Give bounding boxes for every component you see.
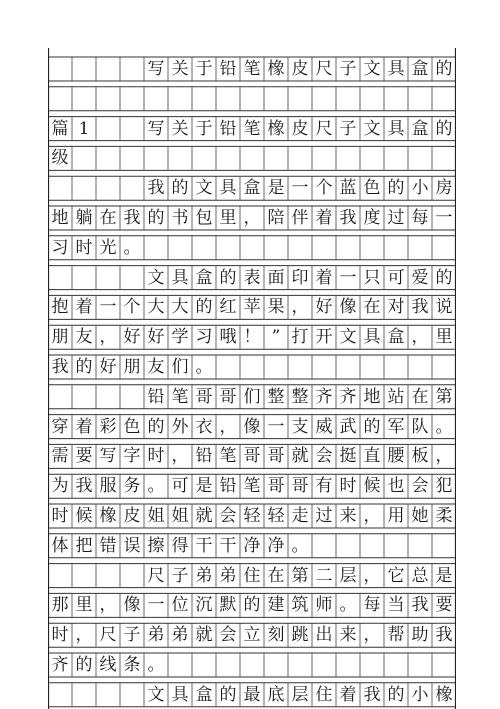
character-cell: 度 xyxy=(363,208,381,228)
character-cell: 来 xyxy=(339,506,357,526)
character-cell: 为 xyxy=(51,476,69,497)
character-cell: 需 xyxy=(51,446,69,467)
character-cell: 站 xyxy=(387,386,405,407)
character-cell: 大 xyxy=(147,297,165,318)
character-cell: 盒 xyxy=(411,59,429,79)
character-cell: 字 xyxy=(123,446,141,467)
character-cell: 在 xyxy=(267,565,285,586)
character-cell: 第 xyxy=(435,386,453,407)
character-cell: 线 xyxy=(99,655,117,675)
character-cell: 板 xyxy=(411,446,429,467)
character-cell: 过 xyxy=(315,506,333,526)
character-cell: 盒 xyxy=(195,267,213,288)
character-cell: 层 xyxy=(339,565,357,586)
text-line xyxy=(48,117,456,141)
character-cell: 着 xyxy=(75,416,93,437)
character-cell: 好 xyxy=(123,327,141,348)
character-cell: 是 xyxy=(195,476,213,497)
character-cell: 当 xyxy=(387,595,405,616)
character-cell: 候 xyxy=(75,506,93,526)
character-cell: 们 xyxy=(243,386,261,407)
character-cell: 印 xyxy=(291,267,309,288)
character-cell: 挺 xyxy=(339,446,357,467)
character-cell: 橡 xyxy=(267,59,285,79)
character-cell: 铅 xyxy=(147,386,165,407)
text-line xyxy=(48,57,456,81)
character-cell: 里 xyxy=(75,595,93,616)
character-cell: ， xyxy=(363,565,381,586)
character-cell: 朋 xyxy=(51,327,69,348)
character-cell: 包 xyxy=(195,208,213,228)
text-line xyxy=(48,474,456,498)
character-cell: 写 xyxy=(99,446,117,467)
character-cell: 错 xyxy=(99,535,117,556)
character-cell: 出 xyxy=(315,625,333,646)
character-cell: 姐 xyxy=(147,506,165,526)
character-cell: 队 xyxy=(411,416,429,437)
character-cell: 橡 xyxy=(435,684,453,705)
character-cell: 我 xyxy=(435,625,453,646)
character-cell: 。 xyxy=(195,357,213,377)
character-cell: 位 xyxy=(171,595,189,616)
character-cell: 可 xyxy=(387,267,405,288)
character-cell: 打 xyxy=(291,327,309,348)
text-line xyxy=(48,206,456,230)
character-cell: 净 xyxy=(267,535,285,556)
text-line xyxy=(48,444,456,468)
character-cell: 大 xyxy=(171,297,189,318)
character-cell: 像 xyxy=(243,416,261,437)
text-line xyxy=(48,623,456,647)
character-cell: 于 xyxy=(195,59,213,79)
character-cell: 的 xyxy=(387,178,405,199)
character-cell: 时 xyxy=(51,625,69,646)
character-cell: 轻 xyxy=(243,506,261,526)
character-cell: 要 xyxy=(435,595,453,616)
character-cell: 们 xyxy=(171,357,189,377)
character-cell: 橡 xyxy=(99,506,117,526)
character-cell: 铅 xyxy=(219,118,237,139)
character-cell: 习 xyxy=(195,327,213,348)
character-cell: 弟 xyxy=(195,565,213,586)
character-cell: 躺 xyxy=(75,208,93,228)
character-cell: 果 xyxy=(267,297,285,318)
character-cell: 它 xyxy=(387,565,405,586)
character-cell: 书 xyxy=(171,208,189,228)
character-cell: 在 xyxy=(411,386,429,407)
character-cell: 要 xyxy=(75,446,93,467)
text-line xyxy=(48,87,456,111)
character-cell: 。 xyxy=(435,416,453,437)
character-cell: 像 xyxy=(339,297,357,318)
character-cell: 体 xyxy=(51,535,69,556)
character-cell: 学 xyxy=(171,327,189,348)
character-cell: 威 xyxy=(315,416,333,437)
character-cell: 底 xyxy=(267,684,285,705)
character-cell: 走 xyxy=(291,506,309,526)
character-cell: 关 xyxy=(171,118,189,139)
character-cell: 最 xyxy=(243,684,261,705)
character-cell: 。 xyxy=(339,595,357,616)
character-cell: 一 xyxy=(147,595,165,616)
character-cell: ， xyxy=(99,595,117,616)
character-cell: 。 xyxy=(147,655,165,675)
character-cell: 会 xyxy=(219,506,237,526)
character-cell: 我 xyxy=(75,476,93,497)
character-cell: 子 xyxy=(339,118,357,139)
character-cell: 擦 xyxy=(147,535,165,556)
character-cell: 尺 xyxy=(147,565,165,586)
character-cell: 具 xyxy=(219,178,237,199)
character-cell: 具 xyxy=(171,267,189,288)
character-cell: 盒 xyxy=(387,327,405,348)
character-cell: 服 xyxy=(99,476,117,497)
character-cell: 子 xyxy=(123,625,141,646)
character-cell: 文 xyxy=(147,267,165,288)
text-line xyxy=(48,534,456,558)
character-cell: 每 xyxy=(363,595,381,616)
character-cell: 色 xyxy=(123,416,141,437)
character-cell: 盒 xyxy=(411,118,429,139)
character-cell: 具 xyxy=(387,118,405,139)
character-cell: 子 xyxy=(339,59,357,79)
character-cell: 沉 xyxy=(195,595,213,616)
character-cell: 的 xyxy=(363,416,381,437)
character-cell: 时 xyxy=(147,446,165,467)
text-line xyxy=(48,653,456,677)
character-cell: 房 xyxy=(435,178,453,199)
character-cell: 好 xyxy=(99,357,117,377)
character-cell: 子 xyxy=(171,565,189,586)
character-cell: 小 xyxy=(411,684,429,705)
character-cell: 的 xyxy=(435,118,453,139)
character-cell: 师 xyxy=(315,595,333,616)
character-cell: 过 xyxy=(387,208,405,228)
composition-paper xyxy=(48,48,456,709)
character-cell: 的 xyxy=(243,595,261,616)
character-cell: 蓝 xyxy=(339,178,357,199)
character-cell: 用 xyxy=(387,506,405,526)
character-cell: ， xyxy=(363,506,381,526)
character-cell: 小 xyxy=(411,178,429,199)
character-cell: 着 xyxy=(315,208,333,228)
character-cell: 在 xyxy=(363,297,381,318)
character-cell: 武 xyxy=(339,416,357,437)
character-cell: 是 xyxy=(267,178,285,199)
character-cell: 的 xyxy=(147,208,165,228)
character-cell: 关 xyxy=(171,59,189,79)
character-cell: 的 xyxy=(195,297,213,318)
character-cell: 只 xyxy=(363,267,381,288)
character-cell: 建 xyxy=(267,595,285,616)
character-cell: 爱 xyxy=(411,267,429,288)
character-cell: 习 xyxy=(51,237,69,258)
character-cell: 苹 xyxy=(243,297,261,318)
character-cell: 笔 xyxy=(171,386,189,407)
character-cell: 一 xyxy=(435,208,453,228)
character-cell: 具 xyxy=(363,327,381,348)
character-cell: 把 xyxy=(75,535,93,556)
character-cell: 会 xyxy=(315,446,333,467)
character-cell: 文 xyxy=(363,118,381,139)
character-cell: 整 xyxy=(267,386,285,407)
character-cell: 姐 xyxy=(171,506,189,526)
character-cell: 也 xyxy=(387,476,405,497)
character-cell: 就 xyxy=(291,446,309,467)
character-cell: 铅 xyxy=(195,446,213,467)
character-cell: 我 xyxy=(51,357,69,377)
character-cell: 外 xyxy=(171,416,189,437)
character-cell: ！ xyxy=(243,327,261,348)
character-cell: 尺 xyxy=(99,625,117,646)
character-cell: ， xyxy=(99,327,117,348)
character-cell: 皮 xyxy=(123,506,141,526)
character-cell: 穿 xyxy=(51,416,69,437)
text-line xyxy=(48,593,456,617)
character-cell: 哥 xyxy=(267,446,285,467)
character-cell: 可 xyxy=(171,476,189,497)
text-line xyxy=(48,683,456,707)
character-cell: 篇 xyxy=(51,118,69,139)
character-cell: 一 xyxy=(99,297,117,318)
character-cell: 哥 xyxy=(243,446,261,467)
character-cell: 刻 xyxy=(267,625,285,646)
character-cell: 着 xyxy=(339,684,357,705)
character-cell: 候 xyxy=(363,476,381,497)
character-cell: 文 xyxy=(339,327,357,348)
character-cell: 写 xyxy=(147,118,165,139)
character-cell: 着 xyxy=(315,267,333,288)
character-cell: 笔 xyxy=(243,476,261,497)
character-cell: 层 xyxy=(291,684,309,705)
character-cell: ” xyxy=(271,327,281,348)
character-cell: 我 xyxy=(411,297,429,318)
character-cell: 齐 xyxy=(51,655,69,675)
character-cell: 弟 xyxy=(147,625,165,646)
character-cell: 开 xyxy=(315,327,333,348)
character-cell: 文 xyxy=(195,178,213,199)
character-cell: 腰 xyxy=(387,446,405,467)
character-cell: 帮 xyxy=(387,625,405,646)
text-line xyxy=(48,146,456,170)
character-cell: 哥 xyxy=(195,386,213,407)
character-cell: 干 xyxy=(219,535,237,556)
character-cell: 是 xyxy=(435,565,453,586)
character-cell: 整 xyxy=(291,386,309,407)
character-cell: 的 xyxy=(75,357,93,377)
character-cell: 。 xyxy=(123,237,141,258)
character-cell: 的 xyxy=(387,684,405,705)
character-cell: 友 xyxy=(75,327,93,348)
character-cell: 直 xyxy=(363,446,381,467)
text-line xyxy=(48,236,456,260)
character-cell: ， xyxy=(435,446,453,467)
character-cell: 会 xyxy=(219,625,237,646)
text-line xyxy=(48,325,456,349)
character-cell: 尺 xyxy=(315,59,333,79)
character-cell: 皮 xyxy=(291,118,309,139)
character-cell: 轻 xyxy=(267,506,285,526)
character-cell: 犯 xyxy=(435,476,453,497)
character-cell: 军 xyxy=(387,416,405,437)
character-cell: 哥 xyxy=(291,476,309,497)
text-line xyxy=(48,504,456,528)
character-cell: 红 xyxy=(219,297,237,318)
character-cell: 友 xyxy=(147,357,165,377)
text-line xyxy=(48,564,456,588)
character-cell: 哥 xyxy=(219,386,237,407)
character-cell: 哦 xyxy=(219,327,237,348)
character-cell: 那 xyxy=(51,595,69,616)
character-cell: 面 xyxy=(267,267,285,288)
character-cell: 地 xyxy=(51,208,69,228)
character-cell: 我 xyxy=(147,178,165,199)
text-line xyxy=(48,385,456,409)
character-cell: 默 xyxy=(219,595,237,616)
character-cell: 伴 xyxy=(291,208,309,228)
character-cell: 我 xyxy=(411,595,429,616)
character-cell: 好 xyxy=(315,297,333,318)
character-cell: 的 xyxy=(435,59,453,79)
character-cell: 得 xyxy=(171,535,189,556)
character-cell: ， xyxy=(243,208,261,228)
character-cell: 总 xyxy=(411,565,429,586)
character-cell: 笔 xyxy=(243,59,261,79)
character-cell: ， xyxy=(411,327,429,348)
character-cell: ， xyxy=(291,297,309,318)
character-cell: 里 xyxy=(435,327,453,348)
character-cell: 就 xyxy=(195,625,213,646)
character-cell: 文 xyxy=(147,684,165,705)
character-cell: 时 xyxy=(339,476,357,497)
text-line xyxy=(48,266,456,290)
character-cell: 陪 xyxy=(267,208,285,228)
character-cell: 像 xyxy=(123,595,141,616)
character-cell: 着 xyxy=(75,297,93,318)
character-cell: 文 xyxy=(363,59,381,79)
character-cell: 的 xyxy=(171,178,189,199)
character-cell: 的 xyxy=(435,267,453,288)
character-cell: 个 xyxy=(315,178,333,199)
character-cell: 的 xyxy=(219,684,237,705)
character-cell: 尺 xyxy=(315,118,333,139)
character-cell: 我 xyxy=(363,684,381,705)
character-cell: ， xyxy=(171,446,189,467)
character-cell: 误 xyxy=(123,535,141,556)
character-cell: 弟 xyxy=(219,565,237,586)
character-cell: 橡 xyxy=(267,118,285,139)
character-cell: 每 xyxy=(411,208,429,228)
character-cell: 一 xyxy=(267,416,285,437)
character-cell: 干 xyxy=(195,535,213,556)
character-cell: 个 xyxy=(123,297,141,318)
character-cell: 地 xyxy=(363,386,381,407)
character-cell: 就 xyxy=(195,506,213,526)
character-cell: 具 xyxy=(171,684,189,705)
character-cell: 于 xyxy=(195,118,213,139)
character-cell: 时 xyxy=(75,237,93,258)
character-cell: 的 xyxy=(75,655,93,675)
character-cell: 。 xyxy=(291,535,309,556)
character-cell: 里 xyxy=(219,208,237,228)
character-cell: 抱 xyxy=(51,297,69,318)
character-cell: 哥 xyxy=(267,476,285,497)
character-cell: 一 xyxy=(339,267,357,288)
character-cell: 支 xyxy=(291,416,309,437)
character-cell: 跳 xyxy=(291,625,309,646)
character-cell: 说 xyxy=(435,297,453,318)
character-cell: 一 xyxy=(291,178,309,199)
character-cell: 筑 xyxy=(291,595,309,616)
character-cell: 我 xyxy=(339,208,357,228)
character-cell: 的 xyxy=(147,416,165,437)
character-cell: 务 xyxy=(123,476,141,497)
character-cell: 1 xyxy=(78,118,90,139)
character-cell: 第 xyxy=(291,565,309,586)
character-cell: 朋 xyxy=(123,357,141,377)
character-cell: 铅 xyxy=(219,476,237,497)
text-line xyxy=(48,355,456,379)
character-cell: 柔 xyxy=(435,506,453,526)
text-line xyxy=(48,176,456,200)
character-cell: 彩 xyxy=(99,416,117,437)
character-cell: 有 xyxy=(315,476,333,497)
character-cell: 会 xyxy=(411,476,429,497)
character-cell: 她 xyxy=(411,506,429,526)
character-cell: 具 xyxy=(387,59,405,79)
character-cell: 色 xyxy=(363,178,381,199)
character-cell: 齐 xyxy=(315,386,333,407)
character-cell: 来 xyxy=(339,625,357,646)
character-cell: 盒 xyxy=(243,178,261,199)
character-cell: 条 xyxy=(123,655,141,675)
character-cell: 盒 xyxy=(195,684,213,705)
character-cell: 笔 xyxy=(219,446,237,467)
character-cell: 好 xyxy=(147,327,165,348)
character-cell: 对 xyxy=(387,297,405,318)
character-cell: 衣 xyxy=(195,416,213,437)
character-cell: 在 xyxy=(99,208,117,228)
character-cell: 铅 xyxy=(219,59,237,79)
text-line xyxy=(48,295,456,319)
character-cell: 齐 xyxy=(339,386,357,407)
character-cell: 净 xyxy=(243,535,261,556)
character-cell: 弟 xyxy=(171,625,189,646)
character-cell: 写 xyxy=(147,59,165,79)
character-cell: 二 xyxy=(315,565,333,586)
character-cell: 助 xyxy=(411,625,429,646)
character-cell: ， xyxy=(219,416,237,437)
character-cell: 立 xyxy=(243,625,261,646)
character-cell: ， xyxy=(75,625,93,646)
character-cell: 住 xyxy=(243,565,261,586)
character-cell: ， xyxy=(363,625,381,646)
character-cell: 住 xyxy=(315,684,333,705)
character-cell: 笔 xyxy=(243,118,261,139)
character-cell: 的 xyxy=(219,267,237,288)
character-cell: 皮 xyxy=(291,59,309,79)
character-cell: 我 xyxy=(123,208,141,228)
character-cell: 表 xyxy=(243,267,261,288)
character-cell: 级 xyxy=(51,148,69,169)
character-cell: 时 xyxy=(51,506,69,526)
character-cell: 。 xyxy=(147,476,165,497)
character-cell: 光 xyxy=(99,237,117,258)
text-line xyxy=(48,415,456,439)
